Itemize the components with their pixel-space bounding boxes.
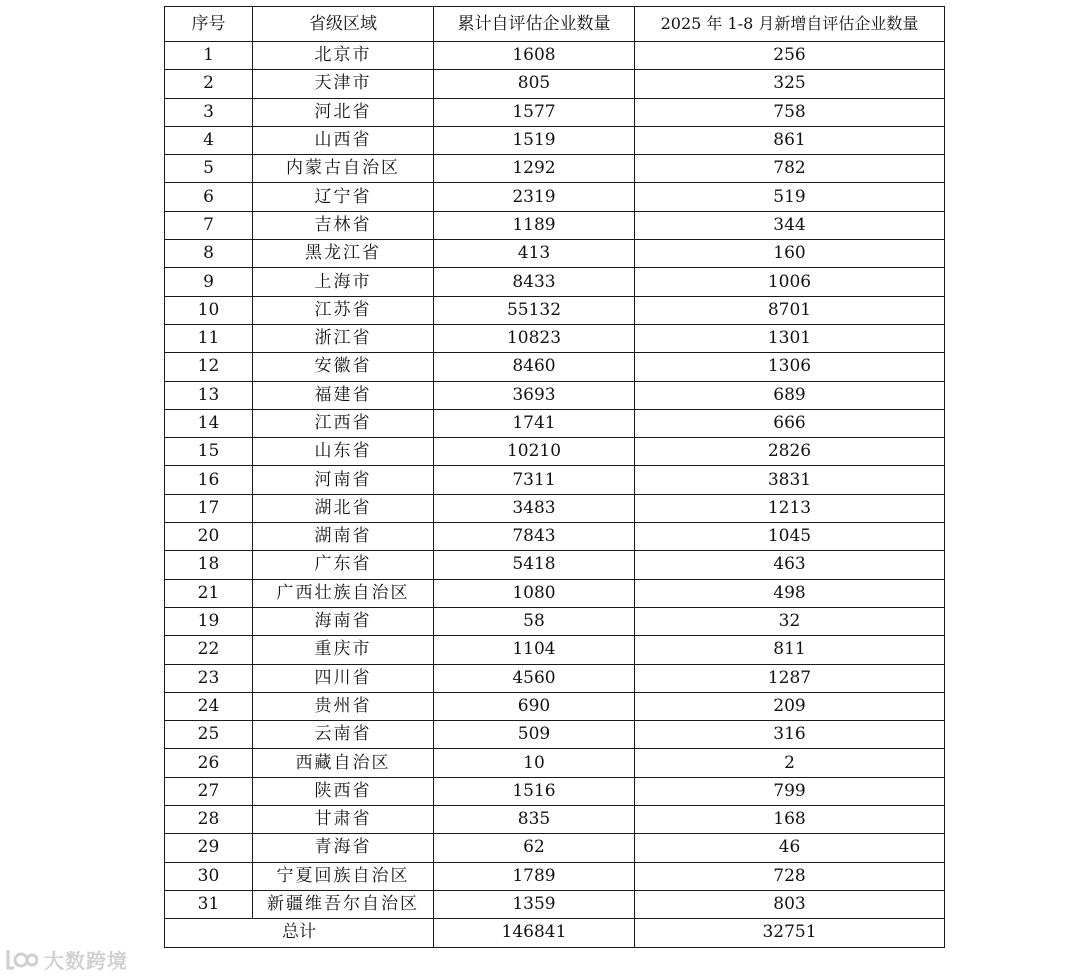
- row-new: 1045: [635, 523, 945, 551]
- row-cumulative: 1080: [434, 579, 635, 607]
- row-index: 31: [165, 890, 253, 918]
- row-new: 46: [635, 834, 945, 862]
- row-index: 8: [165, 240, 253, 268]
- total-row: [165, 919, 945, 947]
- total-label: 总计: [165, 919, 434, 947]
- header-region: 省级区域: [253, 7, 434, 42]
- row-region: 黑龙江省: [253, 240, 434, 268]
- row-cumulative: 55132: [434, 296, 635, 324]
- row-index: 21: [165, 579, 253, 607]
- table-row: [165, 777, 945, 805]
- total-new: 32751: [635, 919, 945, 947]
- row-region: 广东省: [253, 551, 434, 579]
- row-new: 463: [635, 551, 945, 579]
- row-cumulative: 10823: [434, 324, 635, 352]
- row-cumulative: 835: [434, 806, 635, 834]
- row-cumulative: 8433: [434, 268, 635, 296]
- table-row: [165, 268, 945, 296]
- row-index: 16: [165, 466, 253, 494]
- row-cumulative: 1104: [434, 636, 635, 664]
- table-row: [165, 523, 945, 551]
- row-region: 青海省: [253, 834, 434, 862]
- row-region: 山西省: [253, 126, 434, 154]
- row-region: 湖北省: [253, 494, 434, 522]
- row-region: 江西省: [253, 409, 434, 437]
- table-row: [165, 155, 945, 183]
- table-row: [165, 834, 945, 862]
- row-new: 1287: [635, 664, 945, 692]
- row-index: 9: [165, 268, 253, 296]
- watermark: [4, 944, 128, 974]
- row-cumulative: 413: [434, 240, 635, 268]
- row-index: 18: [165, 551, 253, 579]
- row-region: 河南省: [253, 466, 434, 494]
- row-cumulative: 3693: [434, 381, 635, 409]
- table-row: [165, 664, 945, 692]
- row-index: 4: [165, 126, 253, 154]
- row-new: 689: [635, 381, 945, 409]
- row-new: 498: [635, 579, 945, 607]
- row-cumulative: 1789: [434, 862, 635, 890]
- table-row: [165, 42, 945, 70]
- row-new: 160: [635, 240, 945, 268]
- row-region: 新疆维吾尔自治区: [253, 890, 434, 918]
- row-cumulative: 3483: [434, 494, 635, 522]
- row-cumulative: 1741: [434, 409, 635, 437]
- row-new: 316: [635, 721, 945, 749]
- row-index: 26: [165, 749, 253, 777]
- row-new: 1306: [635, 353, 945, 381]
- row-cumulative: 58: [434, 607, 635, 635]
- table-row: [165, 240, 945, 268]
- table-row: [165, 324, 945, 352]
- row-new: 325: [635, 70, 945, 98]
- table-row: [165, 126, 945, 154]
- row-new: 758: [635, 98, 945, 126]
- row-index: 23: [165, 664, 253, 692]
- table-row: [165, 70, 945, 98]
- row-index: 22: [165, 636, 253, 664]
- table-row: [165, 211, 945, 239]
- row-region: 贵州省: [253, 692, 434, 720]
- row-cumulative: 1359: [434, 890, 635, 918]
- table-row: [165, 409, 945, 437]
- row-index: 13: [165, 381, 253, 409]
- row-index: 17: [165, 494, 253, 522]
- row-region: 内蒙古自治区: [253, 155, 434, 183]
- row-cumulative: 805: [434, 70, 635, 98]
- row-new: 861: [635, 126, 945, 154]
- table-row: [165, 636, 945, 664]
- row-region: 陕西省: [253, 777, 434, 805]
- row-cumulative: 1608: [434, 42, 635, 70]
- row-new: 2: [635, 749, 945, 777]
- header-row: [165, 7, 945, 42]
- header-cumulative: 累计自评估企业数量: [434, 7, 635, 42]
- row-cumulative: 2319: [434, 183, 635, 211]
- row-index: 1: [165, 42, 253, 70]
- table-row: [165, 551, 945, 579]
- row-region: 吉林省: [253, 211, 434, 239]
- table-row: [165, 494, 945, 522]
- row-region: 甘肃省: [253, 806, 434, 834]
- row-new: 782: [635, 155, 945, 183]
- row-cumulative: 1519: [434, 126, 635, 154]
- header-index: 序号: [165, 7, 253, 42]
- row-region: 海南省: [253, 607, 434, 635]
- row-new: 209: [635, 692, 945, 720]
- table-row: [165, 579, 945, 607]
- row-new: 1213: [635, 494, 945, 522]
- row-new: 3831: [635, 466, 945, 494]
- row-new: 1006: [635, 268, 945, 296]
- row-new: 344: [635, 211, 945, 239]
- table-row: [165, 692, 945, 720]
- row-index: 27: [165, 777, 253, 805]
- row-index: 30: [165, 862, 253, 890]
- row-index: 12: [165, 353, 253, 381]
- row-cumulative: 1189: [434, 211, 635, 239]
- row-index: 10: [165, 296, 253, 324]
- row-new: 8701: [635, 296, 945, 324]
- row-region: 北京市: [253, 42, 434, 70]
- row-index: 7: [165, 211, 253, 239]
- row-region: 湖南省: [253, 523, 434, 551]
- row-region: 河北省: [253, 98, 434, 126]
- table-row: [165, 806, 945, 834]
- row-region: 云南省: [253, 721, 434, 749]
- row-index: 2: [165, 70, 253, 98]
- row-cumulative: 10210: [434, 438, 635, 466]
- row-region: 安徽省: [253, 353, 434, 381]
- row-cumulative: 509: [434, 721, 635, 749]
- table-row: [165, 183, 945, 211]
- row-cumulative: 8460: [434, 353, 635, 381]
- watermark-text: 大数跨境: [44, 948, 128, 973]
- row-region: 辽宁省: [253, 183, 434, 211]
- row-new: 32: [635, 607, 945, 635]
- row-new: 728: [635, 862, 945, 890]
- row-region: 江苏省: [253, 296, 434, 324]
- row-region: 广西壮族自治区: [253, 579, 434, 607]
- table-row: [165, 890, 945, 918]
- row-index: 11: [165, 324, 253, 352]
- table-row: [165, 749, 945, 777]
- row-new: 811: [635, 636, 945, 664]
- row-new: 1301: [635, 324, 945, 352]
- row-index: 5: [165, 155, 253, 183]
- row-cumulative: 10: [434, 749, 635, 777]
- row-cumulative: 1292: [434, 155, 635, 183]
- table-row: [165, 353, 945, 381]
- row-region: 重庆市: [253, 636, 434, 664]
- table-row: [165, 862, 945, 890]
- row-region: 四川省: [253, 664, 434, 692]
- row-new: 803: [635, 890, 945, 918]
- row-new: 256: [635, 42, 945, 70]
- table-row: [165, 607, 945, 635]
- row-index: 28: [165, 806, 253, 834]
- row-index: 15: [165, 438, 253, 466]
- row-index: 14: [165, 409, 253, 437]
- row-index: 6: [165, 183, 253, 211]
- brand-logo-icon: [4, 946, 38, 972]
- row-region: 西藏自治区: [253, 749, 434, 777]
- table-body: [165, 42, 945, 919]
- row-new: 2826: [635, 438, 945, 466]
- row-index: 24: [165, 692, 253, 720]
- row-new: 666: [635, 409, 945, 437]
- row-region: 宁夏回族自治区: [253, 862, 434, 890]
- table-row: [165, 296, 945, 324]
- data-table: [164, 6, 945, 948]
- row-cumulative: 62: [434, 834, 635, 862]
- row-region: 上海市: [253, 268, 434, 296]
- row-cumulative: 690: [434, 692, 635, 720]
- row-new: 799: [635, 777, 945, 805]
- row-new: 519: [635, 183, 945, 211]
- header-new: 2025 年 1-8 月新增自评估企业数量: [635, 7, 945, 42]
- row-cumulative: 1516: [434, 777, 635, 805]
- table-row: [165, 381, 945, 409]
- row-region: 浙江省: [253, 324, 434, 352]
- row-region: 天津市: [253, 70, 434, 98]
- row-index: 20: [165, 523, 253, 551]
- row-cumulative: 7843: [434, 523, 635, 551]
- row-cumulative: 5418: [434, 551, 635, 579]
- table-row: [165, 98, 945, 126]
- row-cumulative: 1577: [434, 98, 635, 126]
- table-row: [165, 466, 945, 494]
- row-cumulative: 4560: [434, 664, 635, 692]
- row-region: 山东省: [253, 438, 434, 466]
- row-index: 3: [165, 98, 253, 126]
- row-index: 29: [165, 834, 253, 862]
- table-header: [165, 7, 945, 42]
- total-cumulative: 146841: [434, 919, 635, 947]
- table-footer: [165, 919, 945, 947]
- row-cumulative: 7311: [434, 466, 635, 494]
- row-region: 福建省: [253, 381, 434, 409]
- table-row: [165, 721, 945, 749]
- table-row: [165, 438, 945, 466]
- row-new: 168: [635, 806, 945, 834]
- row-index: 25: [165, 721, 253, 749]
- row-index: 19: [165, 607, 253, 635]
